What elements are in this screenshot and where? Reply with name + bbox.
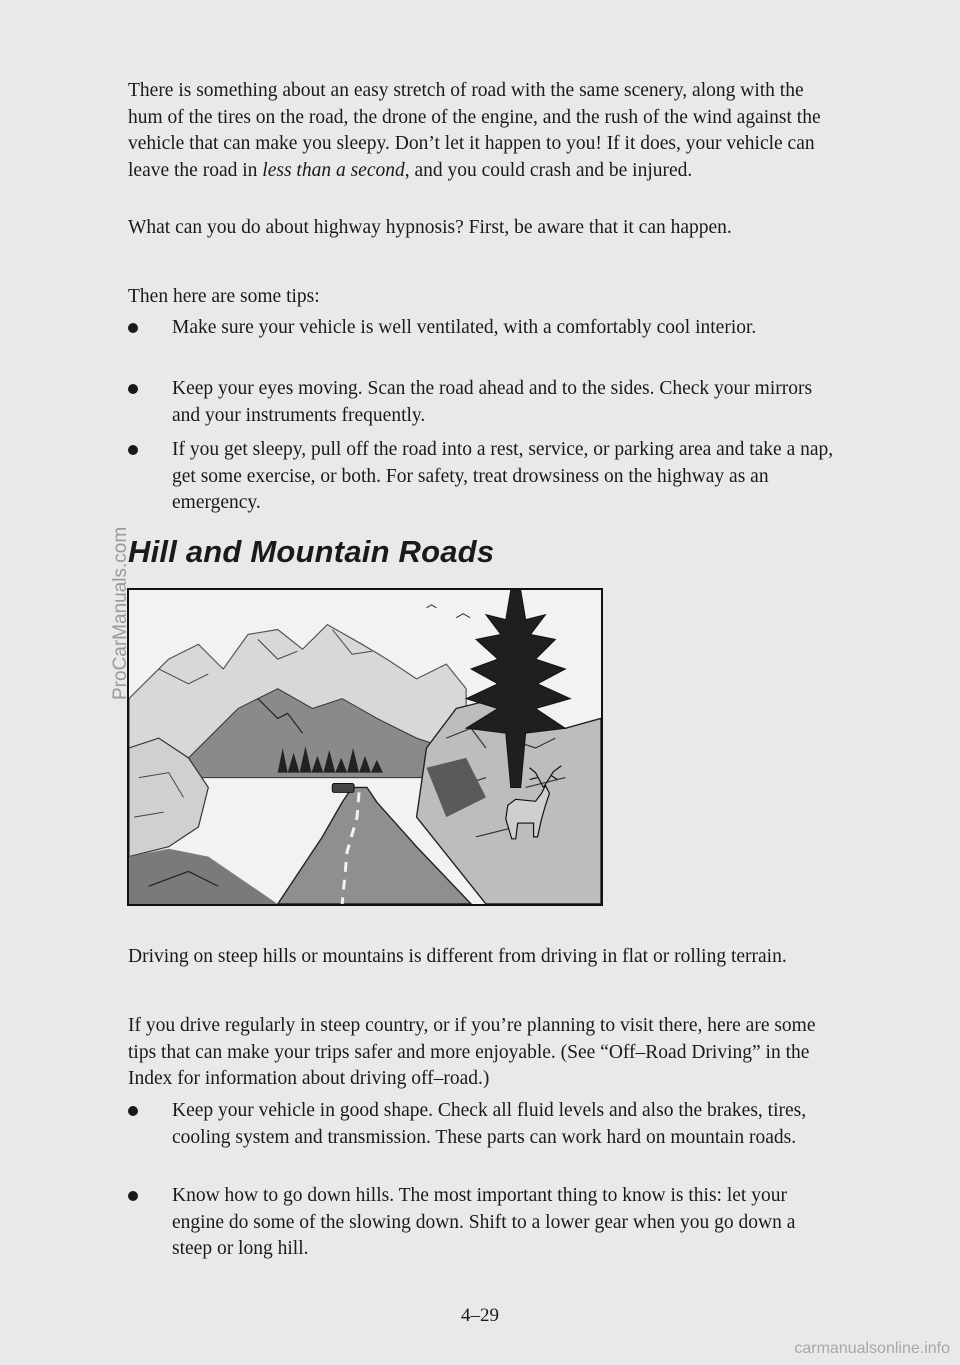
bullet-icon bbox=[128, 384, 138, 394]
bullet-icon bbox=[128, 323, 138, 333]
mountain-road-drawing bbox=[129, 590, 601, 904]
bullet-icon bbox=[128, 445, 138, 455]
emphasis-text: less than a second bbox=[262, 159, 405, 181]
bullet-icon bbox=[128, 1191, 138, 1201]
tip-text: Keep your eyes moving. Scan the road ahead and to the sides. Check your mirrors and your instruments frequently. bbox=[172, 378, 813, 426]
bullet-icon bbox=[128, 1106, 138, 1116]
tip-item bbox=[128, 437, 840, 517]
side-watermark: ProCarManuals.com bbox=[110, 526, 131, 700]
tip-item bbox=[128, 376, 840, 429]
section-heading: Hill and Mountain Roads bbox=[128, 534, 495, 569]
tip-text: Keep your vehicle in good shape. Check all fluid levels and also the brakes, tires, cooling system and transmission. These parts can work hard on mountain roads. bbox=[172, 1100, 807, 1148]
hills-intro-paragraph: Driving on steep hills or mountains is different from driving in flat or rolling terrain. bbox=[128, 946, 787, 967]
tips-intro: Then here are some tips: bbox=[128, 286, 320, 307]
hypnosis-paragraph bbox=[128, 78, 840, 184]
paragraph-text: There is something about an easy stretch of road with the same scenery, along with the hum of the tires on the road, the drone of the engine, and the rush of the wind against the vehicle that can make you sleepy. Don’t let it happen to you! If it does, your vehicle can leave the road in bbox=[128, 80, 821, 181]
mountain-tip-item bbox=[128, 1183, 840, 1263]
paragraph-text: , and you could crash and be injured. bbox=[404, 159, 693, 181]
steep-country-paragraph: If you drive regularly in steep country, or if you’re planning to visit there, here are some tips that can make your trips safer and more enjoyable. (See “Off–Road Driving” in the Index for information about driving off–road.) bbox=[128, 1015, 816, 1089]
mountain-road-illustration bbox=[127, 588, 603, 906]
mountain-tip-item bbox=[128, 1098, 840, 1151]
page-number: 4–29 bbox=[461, 1305, 499, 1326]
footer-watermark: carmanualsonline.info bbox=[794, 1340, 950, 1357]
tip-text: Make sure your vehicle is well ventilated, with a comfortably cool interior. bbox=[172, 317, 757, 338]
tip-item bbox=[128, 315, 840, 342]
tip-text: If you get sleepy, pull off the road into a rest, service, or parking area and take a nap, get some exercise, or both. For safety, treat drowsiness on the highway as an emergency. bbox=[172, 439, 834, 513]
hypnosis-question-paragraph: What can you do about highway hypnosis? First, be aware that it can happen. bbox=[128, 217, 732, 238]
tip-text: Know how to go down hills. The most important thing to know is this: let your engine do some of the slowing down. Shift to a lower gear when you go down a steep or long hill. bbox=[172, 1185, 796, 1259]
